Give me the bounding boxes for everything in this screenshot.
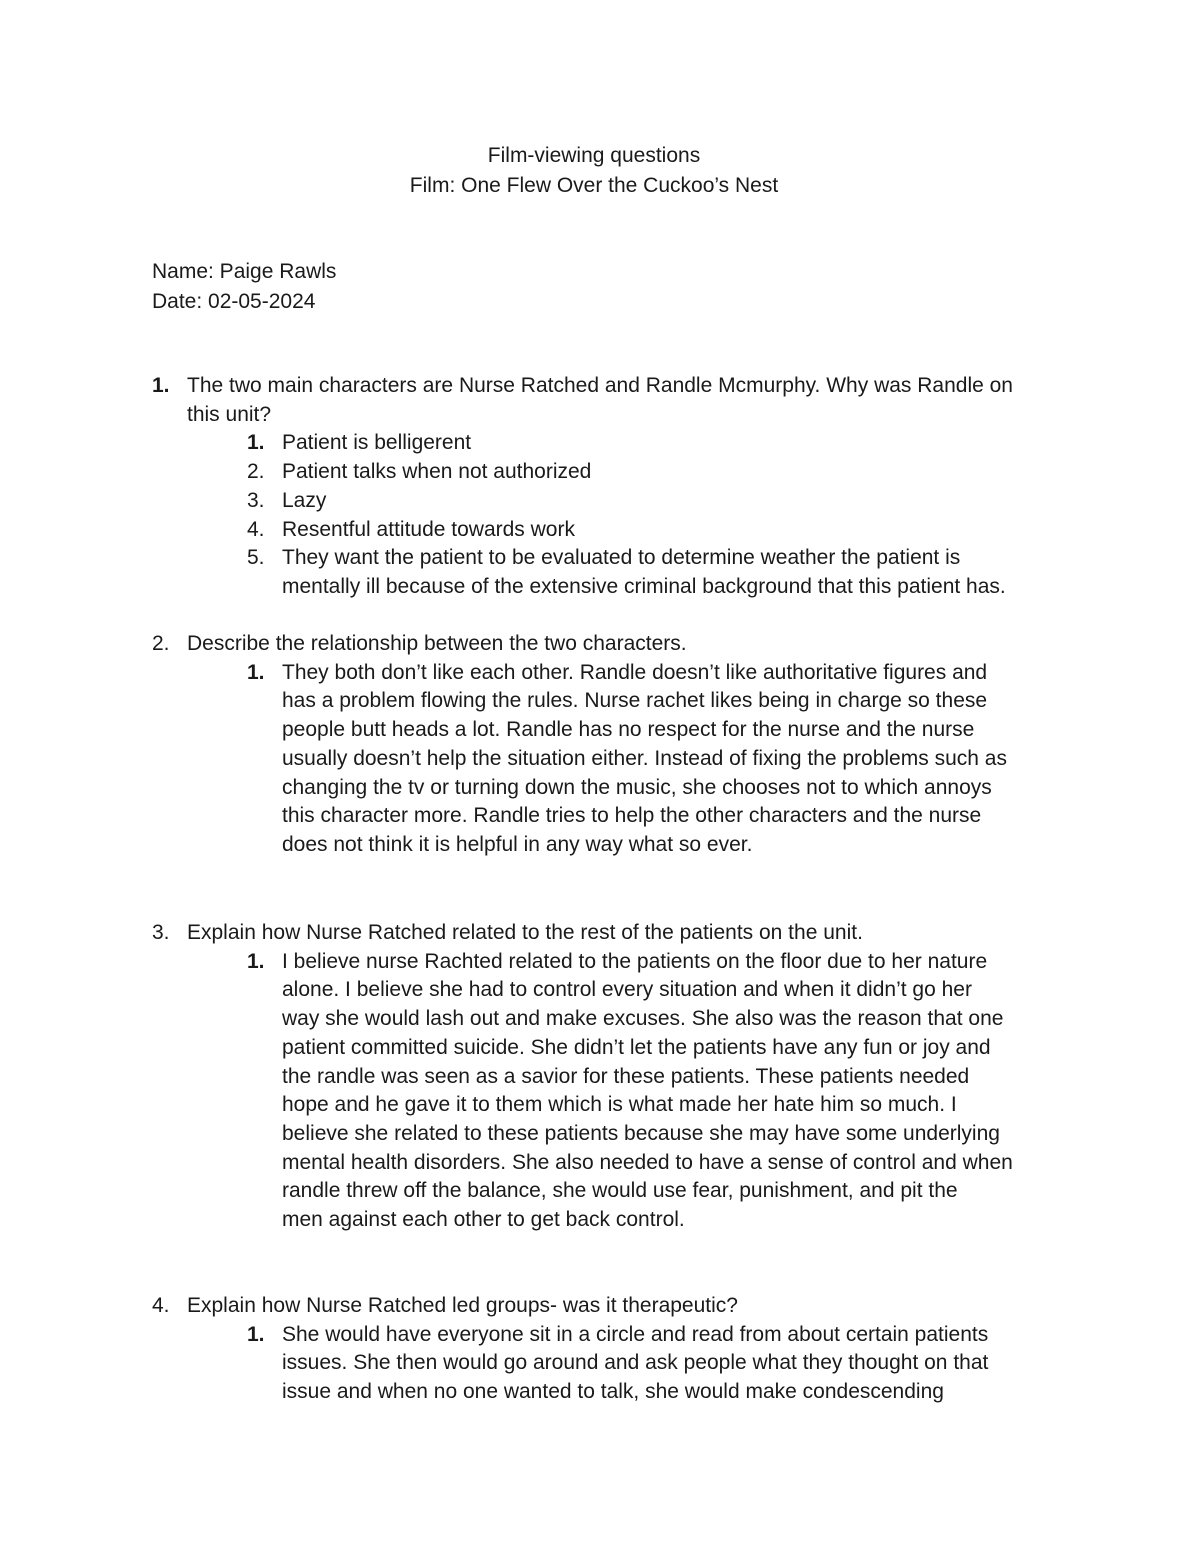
question-3: [152, 919, 1052, 1235]
answer-item: [247, 1321, 1052, 1407]
answer-line: has a problem flowing the rules. Nurse rachet likes being in charge so these: [282, 689, 988, 713]
question-stem: [152, 630, 1052, 659]
answer-number: 1.: [247, 1322, 265, 1346]
question-line: The two main characters are Nurse Ratched and Randle Mcmurphy. Why was Randle on: [187, 374, 1013, 397]
answer-line: people butt heads a lot. Randle has no respect for the nurse and the nurse: [282, 718, 975, 742]
question-line: Explain how Nurse Ratched led groups- was it therapeutic?: [187, 1294, 738, 1317]
answer-number: 2.: [247, 460, 265, 484]
answer-line: issues. She then would go around and ask people what they thought on that: [282, 1351, 989, 1375]
answer-line: issue and when no one wanted to talk, she would make condescending: [282, 1380, 944, 1404]
question-text: [187, 372, 1052, 429]
answer-line: Lazy: [282, 488, 327, 512]
answer-line: They both don’t like each other. Randle doesn’t like authoritative figures and: [282, 660, 988, 684]
student-name: Name: Paige Rawls: [152, 260, 337, 283]
answer-line: mental health disorders. She also needed to have a sense of control and when: [282, 1150, 1013, 1174]
film-title: Film: One Flew Over the Cuckoo’s Nest: [409, 174, 779, 197]
question-line: this unit?: [187, 402, 272, 426]
question-number: 1.: [152, 374, 170, 397]
answer-item: [247, 487, 1052, 516]
question-text: [187, 630, 1052, 659]
question-number: 3.: [152, 921, 170, 944]
answer-line: does not think it is helpful in any way what so ever.: [282, 832, 753, 856]
question-line: Describe the relationship between the two characters.: [187, 632, 687, 655]
answer-line: mentally ill because of the extensive criminal background that this patient has.: [282, 574, 1006, 598]
answer-item: [247, 659, 1052, 860]
answer-line: She would have everyone sit in a circle and read from about certain patients: [282, 1322, 989, 1346]
answer-line: men against each other to get back control.: [282, 1208, 685, 1232]
student-info: [152, 257, 336, 317]
answer-line: this character more. Randle tries to help the other characters and the nurse: [282, 804, 982, 828]
question-stem: [152, 919, 1052, 948]
answer-line: way she would lash out and make excuses. She also was the reason that one: [282, 1007, 1004, 1031]
answer-line: Resentful attitude towards work: [282, 517, 575, 541]
answer-line: hope and he gave it to them which is what made her hate him so much. I: [282, 1093, 957, 1117]
answer-number: 4.: [247, 517, 265, 541]
question-2: [152, 630, 1052, 860]
answer-line: Patient is belligerent: [282, 431, 472, 455]
answer-number: 1.: [247, 660, 265, 684]
question-stem: [152, 1292, 1052, 1321]
answer-line: usually doesn’t help the situation either. Instead of fixing the problems such as: [282, 746, 1007, 770]
answer-line: Patient talks when not authorized: [282, 460, 592, 484]
answer-number: 1.: [247, 431, 265, 455]
question-line: Explain how Nurse Ratched related to the rest of the patients on the unit.: [187, 921, 863, 944]
title-block: [0, 141, 1188, 201]
answer-line: I believe nurse Rachted related to the patients on the floor due to her nature: [282, 949, 988, 973]
answer-line: believe she related to these patients because she may have some underlying: [282, 1121, 1000, 1145]
answer-line: patient committed suicide. She didn’t let the patients have any fun or joy and: [282, 1035, 991, 1059]
question-number: 2.: [152, 632, 170, 655]
answer-item: [247, 516, 1052, 545]
assignment-date: Date: 02-05-2024: [152, 290, 316, 313]
answer-item: [247, 948, 1052, 1235]
answer-item: [247, 544, 1052, 601]
question-number: 4.: [152, 1294, 170, 1317]
question-text: [187, 919, 1052, 948]
answer-line: changing the tv or turning down the music, she chooses not to which annoys: [282, 775, 992, 799]
answer-line: randle threw off the balance, she would use fear, punishment, and pit the: [282, 1179, 958, 1203]
question-text: [187, 1292, 1052, 1321]
document-title: Film-viewing questions: [487, 144, 701, 167]
question-1: [152, 372, 1052, 602]
answer-item: [247, 429, 1052, 458]
question-4: [152, 1292, 1052, 1407]
answer-number: 3.: [247, 488, 265, 512]
answer-line: They want the patient to be evaluated to determine weather the patient is: [282, 546, 961, 570]
answer-line: the randle was seen as a savior for these patients. These patients needed: [282, 1064, 970, 1088]
answer-item: [247, 458, 1052, 487]
answer-line: alone. I believe she had to control every situation and when it didn’t go her: [282, 978, 972, 1002]
question-stem: [152, 372, 1052, 429]
answer-number: 5.: [247, 546, 265, 570]
answer-number: 1.: [247, 949, 265, 973]
